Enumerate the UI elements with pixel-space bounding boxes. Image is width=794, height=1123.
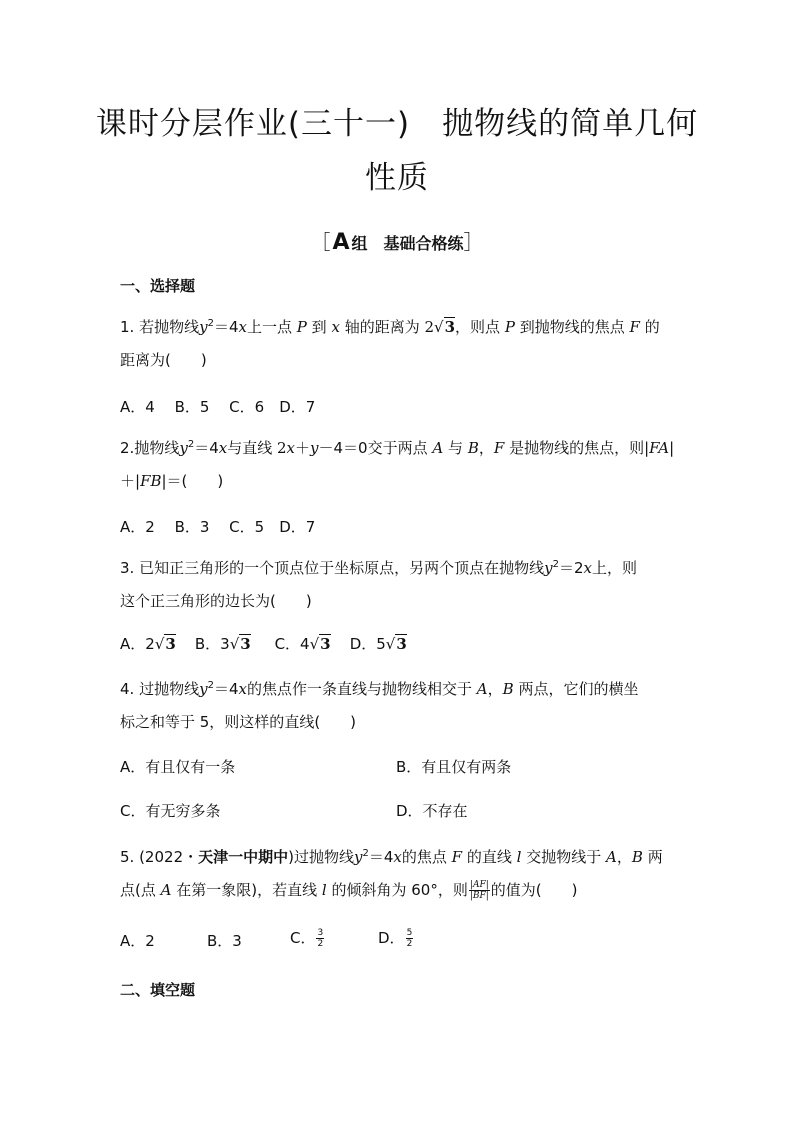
question-3-line2: 这个正三角形的边长为( ) [120,592,312,610]
option-b: B．3√3 [194,635,251,653]
question-3-line1: 3. 已知正三角形的一个顶点位于坐标原点，另两个顶点在抛物线$y^2=2x$上，则 [120,559,637,577]
option-a: A．2√3 [120,635,176,653]
question-4-line2: 标之和等于 5，则这样的直线( ) [120,713,357,731]
question-2 [120,432,680,498]
page-title-line2: 性质 [365,160,429,196]
question-5 [120,841,680,907]
question-2-options: A．2 B．3 C．5 D．7 [120,518,316,536]
question-5-line1: 5. (2022・天津一中期中)过抛物线$y^2=4x$的焦点 F 的直线 l 交抛物线于 A，B 两 [120,848,663,866]
question-3 [120,552,680,618]
group-bracket-close: ］ [463,230,484,254]
fraction-af-bf: $\frac{|AF|}{|BF|}$ [469,880,489,901]
question-2-line2: ＋|FB|＝( ) [120,472,224,490]
option-c: C．4√3 [274,635,331,653]
question-4 [120,673,680,739]
group-bracket-open: ［ [310,230,331,254]
question-4-line1: 4. 过抛物线$y^2=4x$的焦点作一条直线与抛物线相交于 A，B 两点，它们的横坐 [120,680,639,698]
section-choice: 一、选择题 [120,277,196,295]
question-5-option-d: D． $\frac{5}{2}$ [378,928,413,949]
question-1 [120,311,680,377]
question-4-option-d: D．不存在 [396,802,468,820]
page-title-line1: 课时分层作业(三十一) 抛物线的简单几何 [95,106,699,142]
group-heading [0,226,794,255]
question-5-option-c: C． $\frac{3}{2}$ [290,928,324,949]
question-1-line2: 距离为( ) [120,351,207,369]
question-5-source: 天津一中期中 [198,848,289,866]
question-3-options [120,633,407,654]
group-letter: A [332,230,350,255]
question-4-option-a: A．有且仅有一条 [120,758,236,776]
question-5-option-a: A．2 [120,932,155,950]
question-1-options: A．4 B．5 C．6 D．7 [120,398,316,416]
question-4-option-b: B．有且仅有两条 [396,758,512,776]
question-4-option-c: C．有无穷多条 [120,802,221,820]
question-5-line2: 点(点 A 在第一象限)，若直线 l 的倾斜角为 60°，则 $\frac{|AF|}{|BF|}$ 的值为( ) [120,880,578,901]
question-2-line1: 2.抛物线$y^2=4x$与直线 2x＋y－4＝0交于两点 A 与 B，F 是抛物线的焦点，则|FA| [120,439,675,457]
radical-2sqrt3: 2√3 [424,318,456,336]
question-5-option-b: B．3 [207,932,242,950]
group-label: 组 基础合格练 [351,234,464,253]
section-fill: 二、填空题 [120,981,196,999]
option-d: D．5√3 [349,635,407,653]
question-1-line1: 1. 若抛物线$y^2=4x$上一点 P 到 x 轴的距离为 2√3，则点 P 到抛物线的焦点 F 的 [120,318,660,336]
